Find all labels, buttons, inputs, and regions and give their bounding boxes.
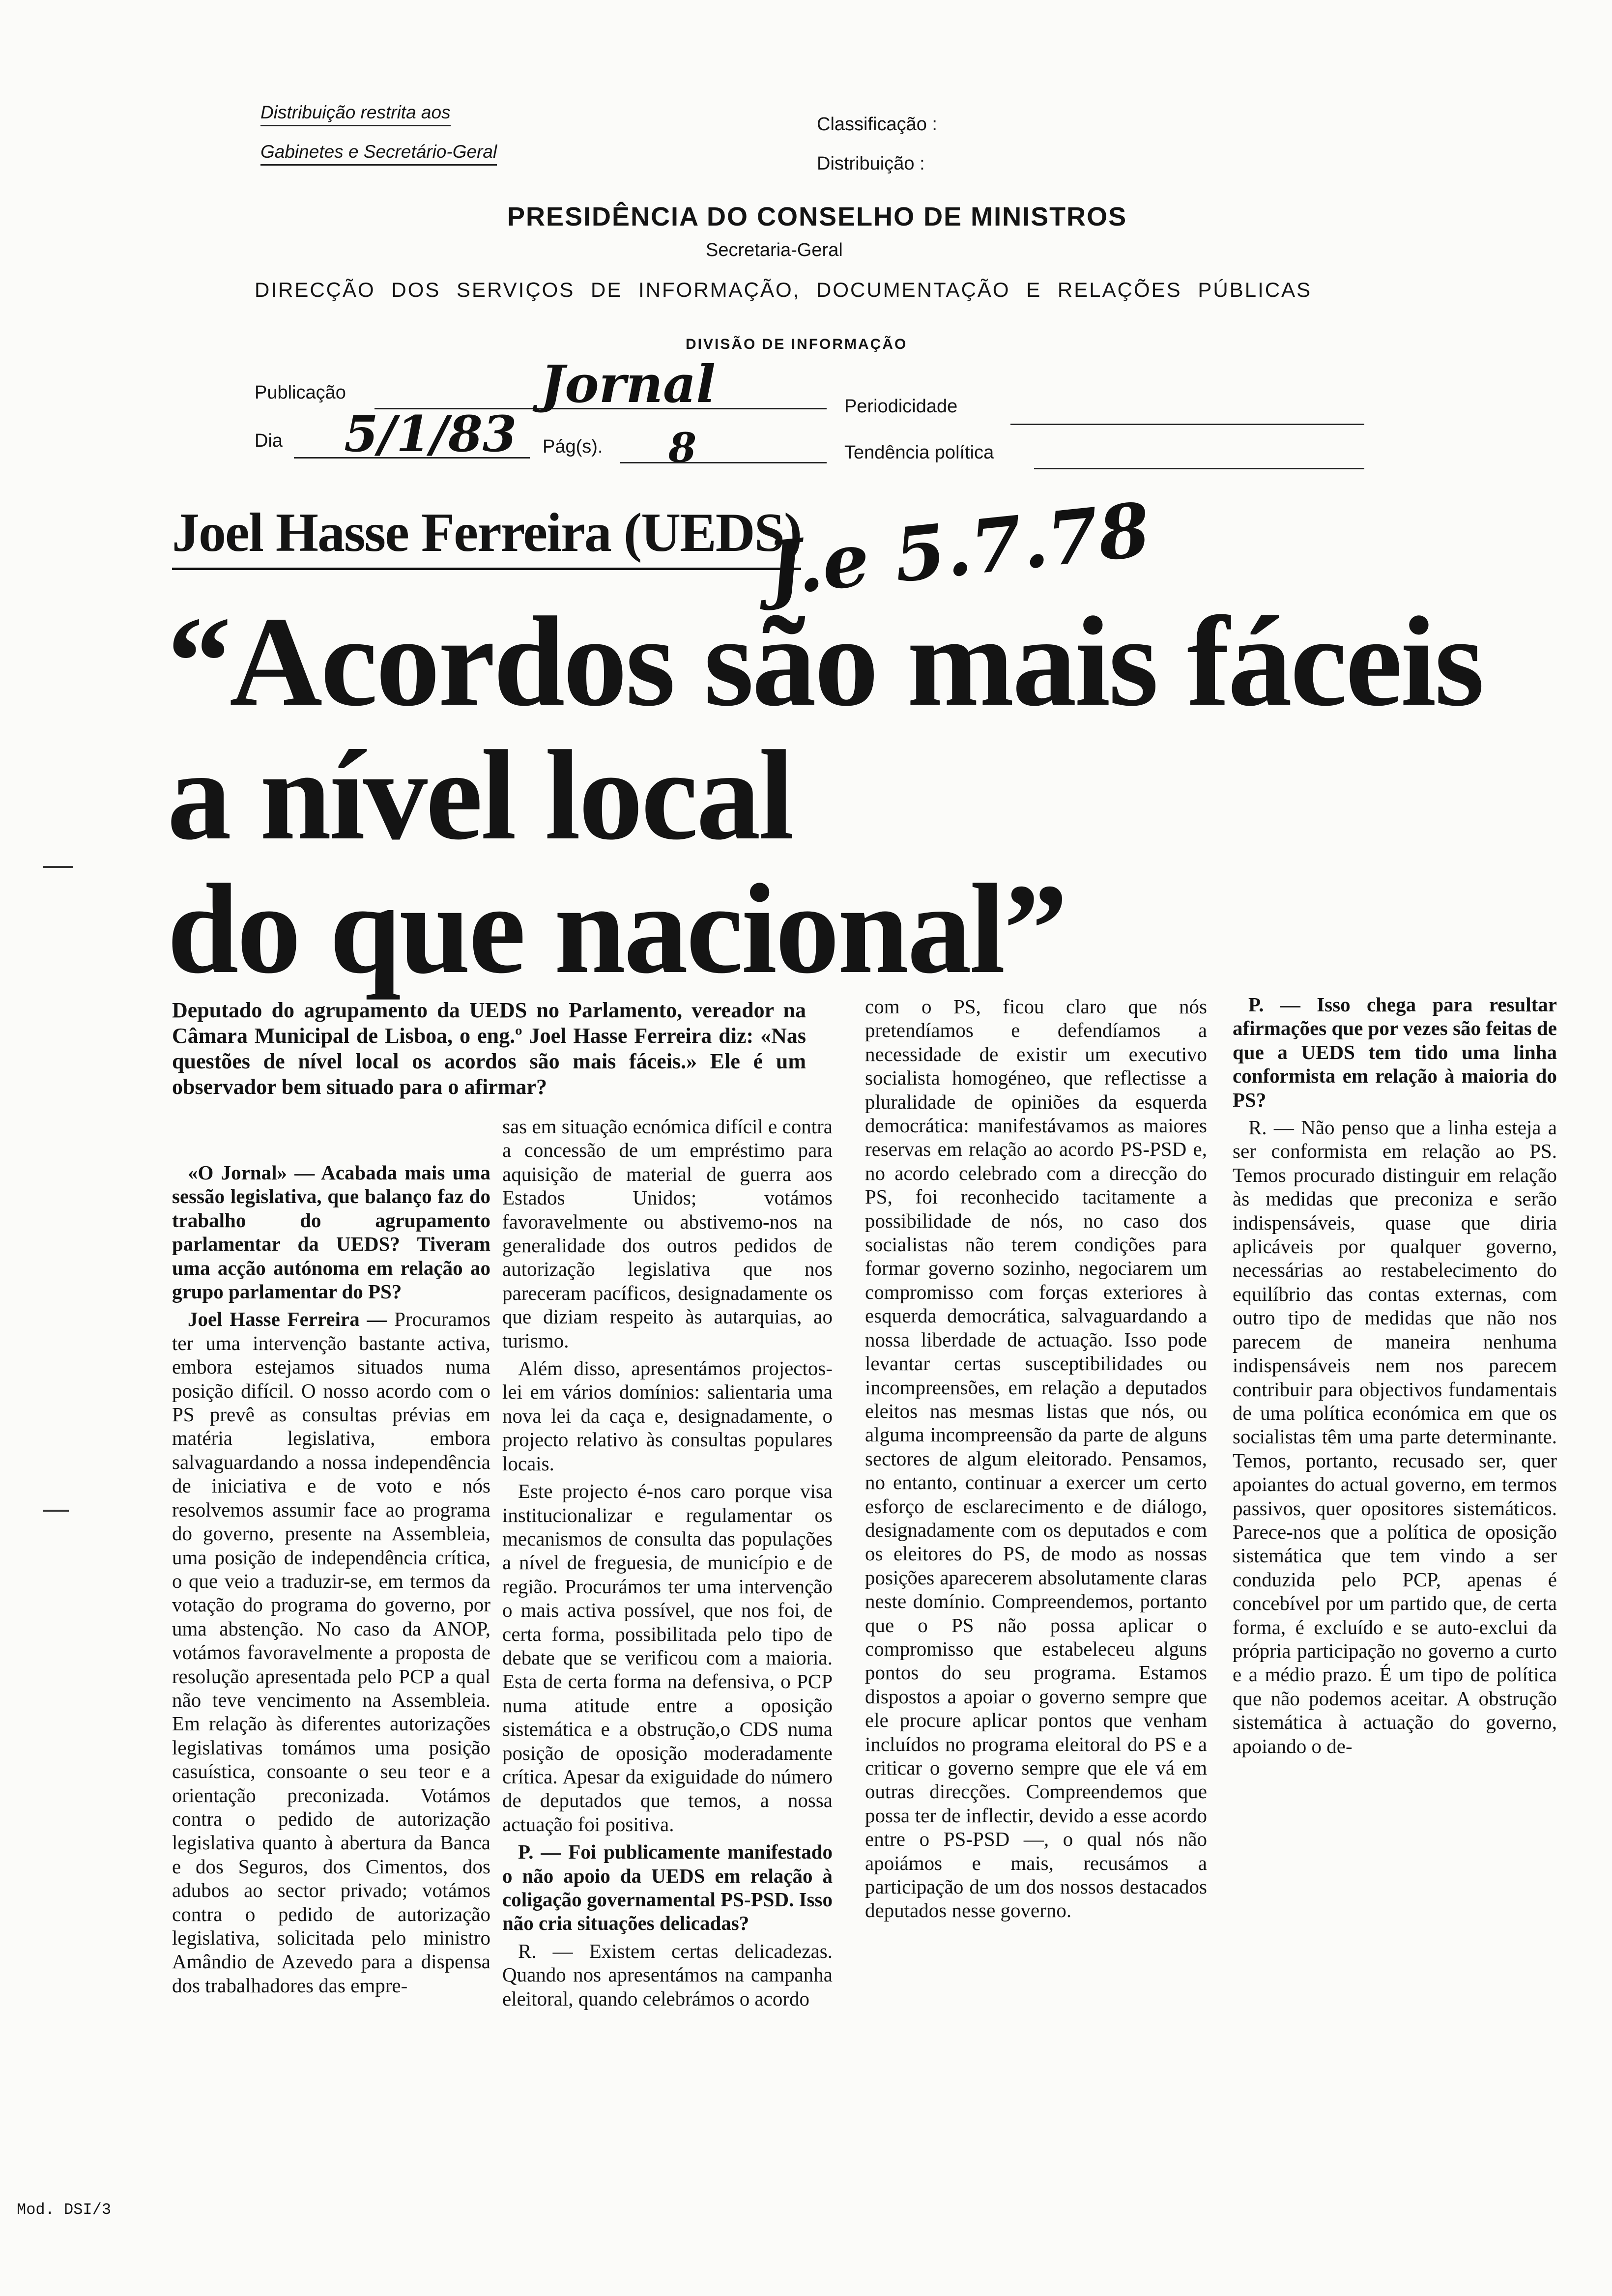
tendencia-label: Tendência política <box>844 442 994 463</box>
col3-paragraph-1: com o PS, ficou claro que nós pretendíamos e defendíamos a necessidade de existir um executivo socialista homogéneo, que reflectisse a pluralidade de opiniões da esquerda democrática: manifestávamos as maiores reservas em relação ao acordo PS-PSD e, no acordo celebrado com a direcção do PS, foi reconhecido tacitamente a possibilidade de nós, no caso dos socialistas não terem condições para formar governo sozinho, negociarem um compromisso com forças exteriores à esquerda democrática, salvaguardando a nossa liberdade de actuação. Isso pode levantar certas susceptibilidades ou incompreensões, em relação a deputados eleitos nas mesmas listas que nós, ou alguma incompreensão da parte de alguns sectores de algum eleitorado. Pensamos, no entanto, continuar a exercer um certo esforço de esclarecimento e de diálogo, designadamente com os deputados e com os eleitores do PS, de modo as nossas posições aparecerem absolutamente claras neste domínio. Compreendemos, portanto que o PS não possa aplicar o compromisso que estabeleceu alguns pontos do seu programa. Estamos dispostos a apoiar o governo sempre que ele procure aplicar pontos que venham incluídos no programa eleitoral do PS e a criticar o governo sempre que ele vá em outras direcções. Compreendemos que possa ter de inflectir, devido a esse acordo entre o PS-PSD —, o qual nós não apoiámos e mais, recusámos a participação de um dos nossos destacados deputados nesse governo. <box>865 995 1207 1922</box>
pags-label: Pág(s). <box>543 436 603 457</box>
periodicidade-label: Periodicidade <box>844 396 958 417</box>
publicacao-handwritten: Jornal <box>541 354 716 414</box>
answer-1-speaker: Joel Hasse Ferreira — <box>188 1308 387 1331</box>
publicacao-label: Publicação <box>255 382 346 403</box>
headline <box>167 590 1483 1000</box>
headline-line-3: do que nacional” <box>167 858 1066 1000</box>
headline-line-1: “Acordos são mais fáceis <box>167 590 1483 733</box>
answer-2: R. — Existem certas delicadezas. Quando nos apresentámos na campanha eleitoral, quando celebrámos o acordo <box>502 1939 833 2010</box>
question-2: P. — Foi publicamente manifestado o não apoio da UEDS em relação à coligação governamental PS-PSD. Isso não cria situações delicadas? <box>502 1840 833 1935</box>
distribution-line-2: Gabinetes e Secretário-Geral <box>260 142 497 166</box>
handwritten-annotation: J.e 5.7.78 <box>763 486 1154 613</box>
periodicidade-underline <box>1010 424 1364 425</box>
distribuicao-label: Distribuição : <box>817 153 925 174</box>
pags-handwritten: 8 <box>668 425 697 472</box>
dia-label: Dia <box>255 430 283 451</box>
lead-paragraph: Deputado do agrupamento da UEDS no Parlamento, vereador na Câmara Municipal de Lisboa, o eng.º Joel Hasse Ferreira diz: «Nas questões de nível local os acordos são mais fáceis.» Ele é um observador bem situado para o afirmar? <box>172 998 806 1099</box>
margin-mark-top <box>43 866 73 868</box>
column-4 <box>1233 993 1557 1758</box>
classificacao-label: Classificação : <box>817 114 937 135</box>
distribution-line-1: Distribuição restrita aos <box>260 102 451 126</box>
margin-mark-bottom <box>43 1510 69 1512</box>
tendencia-underline <box>1034 468 1364 469</box>
secretaria-heading: Secretaria-Geral <box>706 240 843 260</box>
column-3 <box>865 995 1207 1923</box>
answer-3: R. — Não penso que a linha esteja a ser conformista em relação ao PS. Temos procurado distinguir em relação às medidas que preconiza e serão indispensáveis, quase que diria aplicáveis por qualquer governo, necessárias ao restabelecimento do equilíbrio das contas externas, com outro tipo de medidas que não nos parecem de maneira nenhuma indispensáveis nem nos parecem contribuir para objectivos fundamentais de uma política económica em que os socialistas têm uma parte determinante. Temos, portanto, recusado ser, quer apoiantes do actual governo, em termos passivos, quer opositores sistemáticos. Parece-nos que a política de oposição sistemática que tem vindo a ser conduzida pelo PCP, apenas é concebível por um partido que, de certa forma, é excluído e se auto-exclui da própria participação no governo a curto e a médio prazo. É um tipo de política que não podemos aceitar. A obstrução sistemática à actuação do governo, apoiando o de- <box>1233 1116 1557 1757</box>
kicker: Joel Hasse Ferreira (UEDS) <box>172 501 801 570</box>
col2-paragraph-3: Este projecto é-nos caro porque visa institucionalizar e regulamentar os mecanismos de consulta das populações a nível de freguesia, de município e de região. Procurámos ter uma intervenção o mais activa possível, que nos foi, de certa forma, possibilitada pelo tipo de debate que se verificou com a maioria. Esta de certa forma na defensiva, o PCP numa atitude entre a oposição sistemática e a obstrução,o CDS numa posição de oposição moderadamente crítica. Apesar da exiguidade do número de deputados que temos, a nossa actuação foi positiva. <box>502 1480 833 1836</box>
column-2 <box>502 1115 833 2010</box>
form-model-code: Mod. DSI/3 <box>17 2201 112 2219</box>
headline-line-2: a nível local <box>167 724 793 866</box>
answer-1: Procuramos ter uma intervenção bastante activa, embora estejamos situados numa posição difícil. O nosso acordo com o PS prevê as consultas prévias em matéria legislativa, embora salvaguardando a nossa independência de iniciativa e de voto e nós resolvemos assumir face ao programa do governo, presente na Assembleia, uma posição de independência crítica, o que veio a traduzir-se, em termos da votação do programa do governo, por uma abstenção. No caso da ANOP, votámos favoravelmente a proposta de resolução apresentada pelo PCP a qual não teve vencimento na Assembleia. Em relação às diferentes autorizações legislativas tomámos uma posição casuística, consoante o seu teor e a orientação preconizada. Votámos contra o pedido de autorização legislativa quanto à abertura da Banca e dos Seguros, dos Cimentos, dos adubos ao sector privado; votámos contra o pedido de autorização legislativa, solicitada pelo ministro Amândio de Azevedo para a dispensa dos trabalhadores das empre- <box>172 1308 490 1997</box>
question-3: P. — Isso chega para resultar afirmações que por vezes são feitas de que a UEDS tem tido uma linha conformista em relação à maioria do PS? <box>1233 993 1557 1111</box>
dia-handwritten: 5/1/83 <box>344 405 517 463</box>
direccao-heading: DIRECÇÃO DOS SERVIÇOS DE INFORMAÇÃO, DOCUMENTAÇÃO E RELAÇÕES PÚBLICAS <box>255 278 1312 301</box>
col2-paragraph-2: Além disso, apresentámos projectos-lei em vários domínios: salientaria uma nova lei da caça e, designadamente, o projecto relativo às consultas populares locais. <box>502 1357 833 1475</box>
presidencia-heading: PRESIDÊNCIA DO CONSELHO DE MINISTROS <box>507 202 1127 231</box>
divisao-heading: DIVISÃO DE INFORMAÇÃO <box>686 336 908 352</box>
question-1: «O Jornal» — Acabada mais uma sessão legislativa, que balanço faz do trabalho do agrupamento parlamentar da UEDS? Tiveram uma acção autónoma em relação ao grupo parlamentar do PS? <box>172 1161 490 1303</box>
column-1 <box>172 1161 490 1997</box>
pags-underline <box>620 462 827 463</box>
col2-paragraph-1: sas em situação ecnómica difícil e contra a concessão de um empréstimo para aquisição de material de guerra aos Estados Unidos; votámos favoravelmente ou abstivemo-nos na generalidade dos outros pedidos de autorização legislativa que nos pareceram pacíficos, designadamente os que diziam respeito às autarquias, ao turismo. <box>502 1115 833 1352</box>
